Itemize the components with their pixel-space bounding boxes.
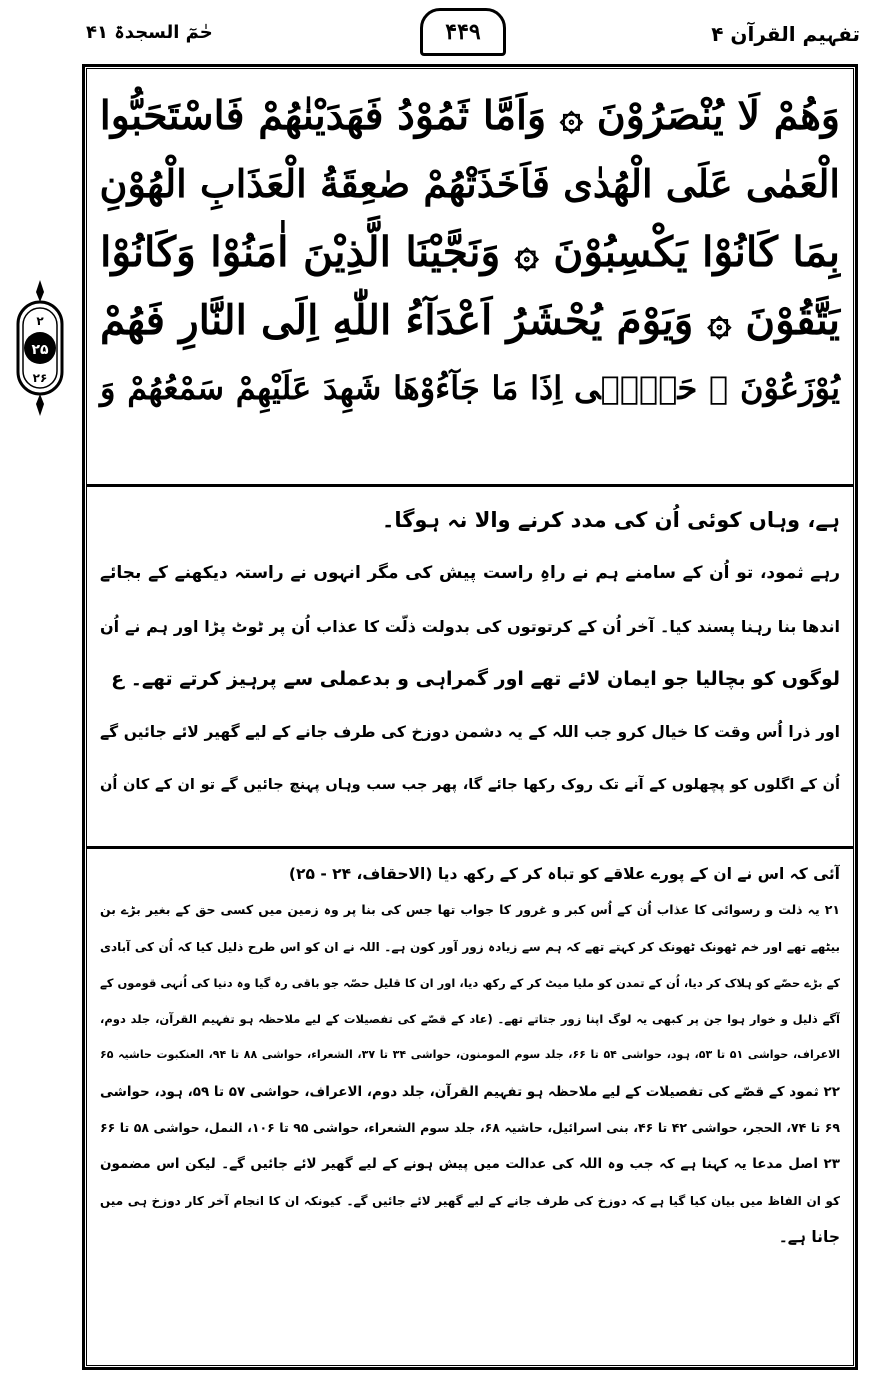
arabic-line: بِمَا كَانُوْا يَكْسِبُوْنَ ۞ وَنَجَّيْنَا الَّذِيْنَ اٰمَنُوْا وَكَانُوْا	[100, 228, 840, 276]
footnote-line: جانا ہے۔	[778, 1227, 840, 1246]
divider-arabic-translation	[86, 484, 854, 487]
page-number: ۴۴۹	[420, 8, 506, 56]
translation-line: اندھا بنا رہنا پسند کیا۔ آخر اُن کے کرتوتوں کی بدولت ذلّت کا عذاب اُن پر ٹوٹ پڑا اور ہم نے اُن	[100, 617, 840, 636]
footnote-line: آئی کہ اس نے ان کے پورے علاقے کو تباہ کر کے رکھ دیا (الاحقاف، ۲۴ - ۲۵)	[288, 865, 840, 883]
arabic-line: يَتَّقُوْنَ ۞ وَيَوْمَ يُحْشَرُ اَعْدَآءُ اللّٰهِ اِلَى النَّارِ فَهُمْ	[100, 296, 840, 344]
footnote-line: ۲۳ اصل مدعا یہ کہنا ہے کہ جب وہ اللہ کی عدالت میں پیش ہونے کے لیے گھیر لائے جائیں گے۔ لیکن اس مضمون	[100, 1156, 840, 1173]
arabic-line: وَهُمْ لَا يُنْصَرُوْنَ ۞ وَاَمَّا ثَمُوْدُ فَهَدَيْنٰهُمْ فَاسْتَحَبُّوا	[99, 93, 840, 139]
arabic-text-block	[100, 82, 840, 422]
divider-translation-notes	[86, 846, 854, 849]
arabic-line: يُوْزَعُوْنَ ۞ حَتّٰۤى اِذَا مَا جَآءُوْهَا شَهِدَ عَلَيْهِمْ سَمْعُهُمْ وَ	[100, 369, 840, 407]
footnote-line: ۲۲ ثمود کے قصّے کی تفصیلات کے لیے ملاحظہ ہو تفہیم القرآن، جلد دوم، الاعراف، حواشی ۵۷ تا ۵۹، ہود، حواشی	[100, 1083, 840, 1100]
page-header	[0, 0, 880, 64]
translation-line: ہے، وہاں کوئی اُن کی مدد کرنے والا نہ ہوگا۔	[382, 508, 840, 532]
footnote-line: آگے ذلیل و خوار ہوا جن پر کبھی یہ لوگ اپنا زور جتاتے تھے۔ (عاد کے قصّے کی تفصیلات کے لیے ملاحظہ ہو تفہیم القرآن، جلد دوم،	[100, 1012, 840, 1027]
translation-line: اُن کے اگلوں کو پچھلوں کے آنے تک روک رکھا جائے گا، پھر جب سب وہاں پہنچ جائیں گے تو ان کے کان اُن	[100, 777, 840, 793]
footnote-line: الاعراف، حواشی ۵۱ تا ۵۳، ہود، حواشی ۵۴ تا ۶۶، جلد سوم المومنون، حواشی ۳۴ تا ۳۷، الشعراء، حواشی ۸۸ تا ۹۴، العنکبوت حاشیہ ۶۵	[100, 1048, 840, 1062]
footnote-line: ۶۹ تا ۷۴، الحجر، حواشی ۴۲ تا ۴۶، بنی اسرائیل، حاشیہ ۶۸، جلد سوم الشعراء، حواشی ۹۵ تا ۱۰۶، النمل، حواشی ۵۸ تا ۶۶	[100, 1120, 840, 1136]
book-title: تفہیم القرآن ۴	[711, 22, 860, 46]
medallion-bottom: ۲۶	[32, 371, 48, 385]
translation-line: اور ذرا اُس وقت کا خیال کرو جب اللہ کے یہ دشمن دوزخ کی طرف جانے کے لیے گھیر لائے جائیں گے	[100, 723, 840, 741]
ruku-marker-icon	[14, 278, 66, 418]
footnote-line: بیٹھے تھے اور خم ٹھونک ٹھونک کر کہتے تھے کہ ہم سے زیادہ زور آور کون ہے۔ اللہ نے ان کو اس طرح ذلیل کیا کہ اُن کی آبادی	[100, 939, 840, 954]
surah-title: حٰمٓ السجدۃ ۴۱	[86, 22, 213, 43]
translation-line: لوگوں کو بچالیا جو ایمان لائے تھے اور گمراہی و بدعملی سے پرہیز کرتے تھے۔ ع	[111, 668, 840, 690]
footnote-line: ۲۱ یہ ذلت و رسوائی کا عذاب اُن کے اُس کبر و غرور کا جواب تھا جس کی بنا پر وہ زمین میں کسی حق کے بغیر بڑے بن	[100, 902, 840, 918]
arabic-line: الْعَمٰى عَلَى الْهُدٰى فَاَخَذَتْهُمْ صٰعِقَةُ الْعَذَابِ الْهُوْنِ	[99, 161, 840, 206]
medallion-middle: ۲۵	[31, 342, 49, 358]
translation-block	[100, 494, 840, 812]
footnote-line: کو ان الفاظ میں بیان کیا گیا ہے کہ دوزخ کی طرف جانے کے لیے گھیر لائے جائیں گے۔ کیونکہ ان کا انجام آخر کار دوزخ ہی میں	[100, 1193, 840, 1208]
translation-line: رہے ثمود، تو اُن کے سامنے ہم نے راہِ راست پیش کی مگر انہوں نے راستہ دیکھنے کے بجائے	[100, 563, 840, 583]
medallion-top: ۲	[36, 314, 44, 328]
footnotes-block	[100, 856, 840, 1255]
footnote-line: کے بڑے حصّے کو ہلاک کر دیا، اُن کے تمدن کو ملیا میٹ کر کے رکھ دیا، اور ان کا قلیل حصّہ جو باقی رہ گیا وہ دنیا کی اُنہی قوموں کے	[100, 975, 840, 990]
